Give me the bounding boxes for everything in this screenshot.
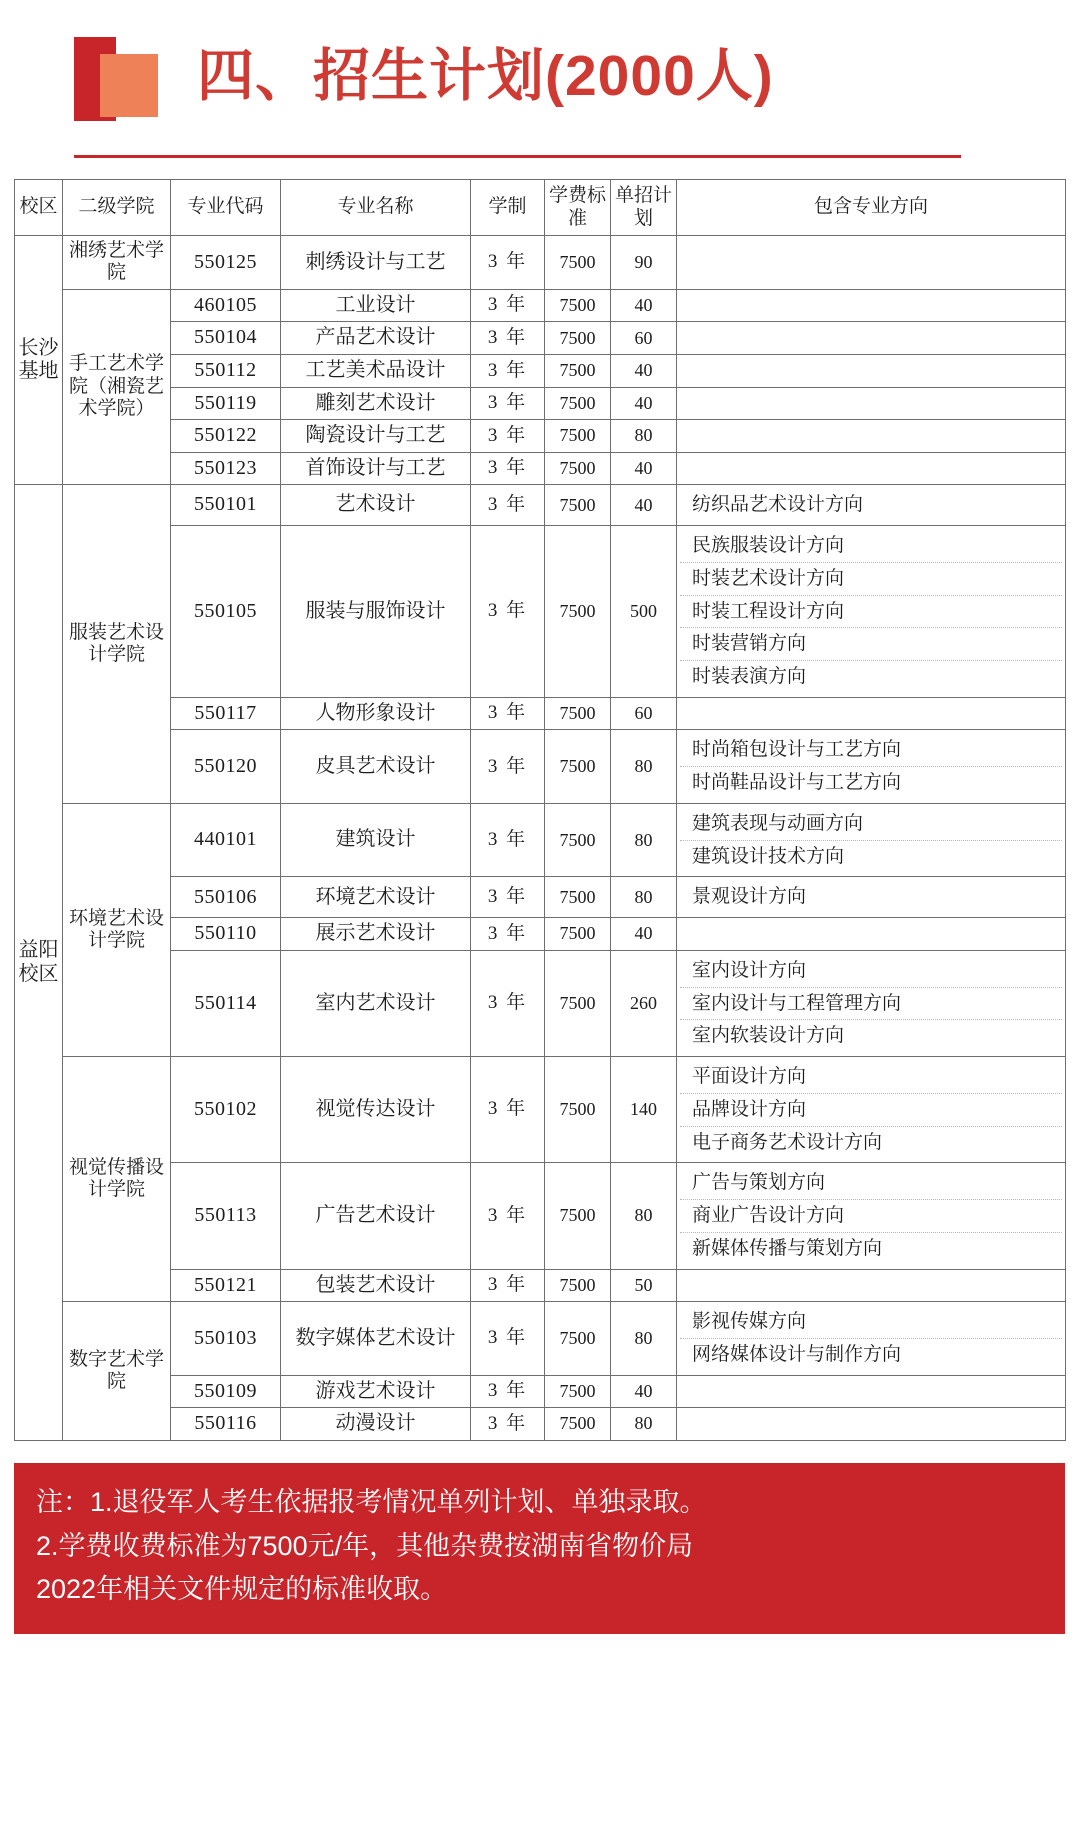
column-header-college: 二级学院 (63, 180, 171, 236)
direction-item: 纺织品艺术设计方向 (692, 494, 864, 516)
cell-major-name: 数字媒体艺术设计 (281, 1302, 471, 1376)
direction-empty (680, 1413, 1062, 1435)
direction-item: 影视传媒方向 (680, 1306, 1062, 1339)
cell-major-name: 视觉传达设计 (281, 1057, 471, 1163)
cell-major-code: 550109 (171, 1375, 281, 1408)
cell-quota: 80 (611, 803, 677, 877)
cell-study-years: 3 年 (471, 236, 545, 290)
table-row (15, 1375, 1066, 1408)
cell-study-years: 3 年 (471, 1057, 545, 1163)
cell-major-name: 刺绣设计与工艺 (281, 236, 471, 290)
cell-study-years: 3 年 (471, 697, 545, 730)
direction-empty (680, 703, 1062, 725)
cell-major-name: 游戏艺术设计 (281, 1375, 471, 1408)
cell-study-years: 3 年 (471, 452, 545, 485)
cell-directions (677, 730, 1066, 804)
cell-tuition-fee: 7500 (545, 730, 611, 804)
cell-tuition-fee: 7500 (545, 1375, 611, 1408)
cell-tuition-fee: 7500 (545, 355, 611, 388)
cell-major-code: 550123 (171, 452, 281, 485)
cell-tuition-fee: 7500 (545, 387, 611, 420)
cell-tuition-fee: 7500 (545, 1408, 611, 1441)
table-row (15, 730, 1066, 804)
cell-major-code: 550114 (171, 950, 281, 1056)
title-divider (74, 155, 961, 158)
direction-empty (680, 1274, 1062, 1296)
admission-plan-table (14, 179, 1066, 1441)
table-row (15, 355, 1066, 388)
direction-list (680, 881, 1062, 913)
cell-study-years: 3 年 (471, 877, 545, 918)
cell-major-name: 人物形象设计 (281, 697, 471, 730)
cell-major-name: 展示艺术设计 (281, 918, 471, 951)
direction-item: 时尚鞋品设计与工艺方向 (692, 772, 902, 794)
direction-item: 室内软装设计方向 (692, 1025, 845, 1047)
cell-quota: 80 (611, 1408, 677, 1441)
note-line-2: 2.学费收费标准为7500元/年，其他杂费按湖南省物价局 (36, 1530, 694, 1561)
direction-list (680, 489, 1062, 521)
cell-directions (677, 918, 1066, 951)
cell-major-code: 550105 (171, 526, 281, 698)
table-body (15, 236, 1066, 1441)
cell-quota: 80 (611, 1163, 677, 1269)
cell-quota: 40 (611, 355, 677, 388)
cell-quota: 40 (611, 387, 677, 420)
direction-item: 时装艺术设计方向 (680, 563, 1062, 596)
direction-item: 时装工程设计方向 (680, 596, 1062, 629)
cell-study-years: 3 年 (471, 355, 545, 388)
direction-empty (680, 327, 1062, 349)
direction-item: 平面设计方向 (680, 1061, 1062, 1094)
direction-empty (680, 251, 1062, 273)
direction-item: 新媒体传播与策划方向 (692, 1237, 883, 1259)
table-row (15, 1302, 1066, 1376)
direction-list (680, 1306, 1062, 1371)
direction-empty (680, 458, 1062, 480)
direction-list (680, 1061, 1062, 1158)
direction-list (680, 734, 1062, 799)
direction-item: 景观设计方向 (692, 886, 807, 908)
table-row (15, 918, 1066, 951)
cell-college: 服装艺术设计学院 (63, 485, 171, 804)
cell-directions (677, 1408, 1066, 1441)
cell-major-code: 550112 (171, 355, 281, 388)
cell-tuition-fee: 7500 (545, 322, 611, 355)
note-line-3: 2022年相关文件规定的标准收取。 (36, 1574, 448, 1605)
column-header-quota: 单招计划 (611, 180, 677, 236)
table-row (15, 322, 1066, 355)
cell-major-code: 550113 (171, 1163, 281, 1269)
direction-item: 商业广告设计方向 (680, 1200, 1062, 1233)
direction-empty (680, 1380, 1062, 1402)
column-header-fee: 学费标准 (545, 180, 611, 236)
cell-quota: 80 (611, 877, 677, 918)
cell-college: 湘绣艺术学院 (63, 236, 171, 290)
cell-study-years: 3 年 (471, 1408, 545, 1441)
page-header (0, 0, 1079, 140)
cell-major-name: 艺术设计 (281, 485, 471, 526)
cell-major-code: 550120 (171, 730, 281, 804)
cell-quota: 40 (611, 1375, 677, 1408)
cell-directions (677, 950, 1066, 1056)
direction-item: 建筑设计技术方向 (692, 845, 845, 867)
direction-empty (680, 295, 1062, 317)
cell-directions (677, 803, 1066, 877)
cell-quota: 80 (611, 1302, 677, 1376)
cell-tuition-fee: 7500 (545, 1057, 611, 1163)
table-row (15, 803, 1066, 877)
cell-major-name: 工业设计 (281, 289, 471, 322)
cell-study-years: 3 年 (471, 322, 545, 355)
cell-study-years: 3 年 (471, 1375, 545, 1408)
cell-directions (677, 355, 1066, 388)
cell-major-name: 雕刻艺术设计 (281, 387, 471, 420)
direction-item: 时尚箱包设计与工艺方向 (680, 734, 1062, 767)
cell-major-name: 室内艺术设计 (281, 950, 471, 1056)
cell-major-name: 工艺美术品设计 (281, 355, 471, 388)
cell-major-code: 550117 (171, 697, 281, 730)
cell-major-code: 550119 (171, 387, 281, 420)
cell-tuition-fee: 7500 (545, 236, 611, 290)
cell-tuition-fee: 7500 (545, 918, 611, 951)
table-header (15, 180, 1066, 236)
direction-list (680, 1167, 1062, 1264)
cell-study-years: 3 年 (471, 803, 545, 877)
table-row (15, 526, 1066, 698)
cell-study-years: 3 年 (471, 387, 545, 420)
direction-list (680, 530, 1062, 693)
cell-major-name: 包装艺术设计 (281, 1269, 471, 1302)
cell-major-code: 550116 (171, 1408, 281, 1441)
admission-plan-table-wrapper (14, 179, 1065, 1441)
direction-item: 电子商务艺术设计方向 (692, 1131, 883, 1153)
cell-tuition-fee: 7500 (545, 950, 611, 1056)
cell-directions (677, 452, 1066, 485)
cell-quota: 80 (611, 420, 677, 453)
table-row (15, 1269, 1066, 1302)
direction-empty (680, 425, 1062, 447)
footer-note (14, 1463, 1065, 1634)
table-header-row (15, 180, 1066, 236)
column-header-years: 学制 (471, 180, 545, 236)
cell-major-code: 550103 (171, 1302, 281, 1376)
cell-quota: 90 (611, 236, 677, 290)
cell-directions (677, 1302, 1066, 1376)
cell-quota: 500 (611, 526, 677, 698)
cell-major-name: 首饰设计与工艺 (281, 452, 471, 485)
column-header-directions: 包含专业方向 (677, 180, 1066, 236)
direction-list (680, 808, 1062, 873)
direction-item: 民族服装设计方向 (680, 530, 1062, 563)
cell-directions (677, 387, 1066, 420)
cell-major-code: 460105 (171, 289, 281, 322)
cell-major-code: 550102 (171, 1057, 281, 1163)
table-row (15, 1163, 1066, 1269)
cell-study-years: 3 年 (471, 485, 545, 526)
cell-directions (677, 697, 1066, 730)
cell-college: 手工艺术学院（湘瓷艺术学院） (63, 289, 171, 485)
cell-major-name: 产品艺术设计 (281, 322, 471, 355)
direction-item: 时装表演方向 (692, 666, 807, 688)
cell-directions (677, 420, 1066, 453)
cell-directions (677, 485, 1066, 526)
direction-item: 建筑表现与动画方向 (680, 808, 1062, 841)
table-row (15, 697, 1066, 730)
logo-orange-square-icon (100, 54, 158, 117)
table-row (15, 877, 1066, 918)
cell-study-years: 3 年 (471, 950, 545, 1056)
cell-tuition-fee: 7500 (545, 803, 611, 877)
table-row (15, 420, 1066, 453)
cell-major-name: 建筑设计 (281, 803, 471, 877)
cell-study-years: 3 年 (471, 1269, 545, 1302)
direction-item: 室内设计与工程管理方向 (680, 988, 1062, 1021)
cell-quota: 40 (611, 918, 677, 951)
cell-major-name: 动漫设计 (281, 1408, 471, 1441)
cell-major-code: 440101 (171, 803, 281, 877)
cell-quota: 60 (611, 697, 677, 730)
cell-tuition-fee: 7500 (545, 1163, 611, 1269)
table-row (15, 452, 1066, 485)
cell-tuition-fee: 7500 (545, 1269, 611, 1302)
cell-directions (677, 1269, 1066, 1302)
cell-major-code: 550106 (171, 877, 281, 918)
cell-tuition-fee: 7500 (545, 485, 611, 526)
table-row (15, 485, 1066, 526)
cell-quota: 40 (611, 452, 677, 485)
cell-major-code: 550122 (171, 420, 281, 453)
table-row (15, 950, 1066, 1056)
cell-campus: 益阳校区 (15, 485, 63, 1440)
cell-study-years: 3 年 (471, 1302, 545, 1376)
cell-quota: 140 (611, 1057, 677, 1163)
cell-directions (677, 877, 1066, 918)
cell-college: 数字艺术学院 (63, 1302, 171, 1441)
cell-quota: 50 (611, 1269, 677, 1302)
cell-study-years: 3 年 (471, 420, 545, 453)
direction-item: 时装营销方向 (680, 628, 1062, 661)
cell-study-years: 3 年 (471, 1163, 545, 1269)
cell-major-code: 550110 (171, 918, 281, 951)
cell-directions (677, 289, 1066, 322)
note-line-1: 注：1.退役军人考生依据报考情况单列计划、单独录取。 (36, 1486, 707, 1517)
column-header-name: 专业名称 (281, 180, 471, 236)
direction-empty (680, 392, 1062, 414)
cell-tuition-fee: 7500 (545, 526, 611, 698)
cell-major-code: 550104 (171, 322, 281, 355)
direction-item: 品牌设计方向 (680, 1094, 1062, 1127)
table-row (15, 387, 1066, 420)
column-header-code: 专业代码 (171, 180, 281, 236)
cell-tuition-fee: 7500 (545, 1302, 611, 1376)
cell-directions (677, 236, 1066, 290)
table-row (15, 1057, 1066, 1163)
cell-college: 视觉传播设计学院 (63, 1057, 171, 1302)
cell-directions (677, 1375, 1066, 1408)
cell-study-years: 3 年 (471, 526, 545, 698)
direction-item: 网络媒体设计与制作方向 (692, 1343, 902, 1365)
direction-item: 室内设计方向 (680, 955, 1062, 988)
cell-major-code: 550121 (171, 1269, 281, 1302)
page-title: 四、招生计划(2000人) (197, 44, 774, 108)
cell-quota: 80 (611, 730, 677, 804)
cell-campus: 长沙基地 (15, 236, 63, 485)
direction-list (680, 955, 1062, 1052)
cell-tuition-fee: 7500 (545, 289, 611, 322)
cell-study-years: 3 年 (471, 918, 545, 951)
cell-study-years: 3 年 (471, 289, 545, 322)
cell-study-years: 3 年 (471, 730, 545, 804)
cell-tuition-fee: 7500 (545, 452, 611, 485)
cell-quota: 260 (611, 950, 677, 1056)
cell-quota: 40 (611, 289, 677, 322)
direction-empty (680, 360, 1062, 382)
cell-major-name: 环境艺术设计 (281, 877, 471, 918)
cell-major-code: 550101 (171, 485, 281, 526)
cell-tuition-fee: 7500 (545, 420, 611, 453)
table-row (15, 289, 1066, 322)
cell-directions (677, 322, 1066, 355)
cell-quota: 60 (611, 322, 677, 355)
cell-major-name: 皮具艺术设计 (281, 730, 471, 804)
column-header-campus: 校区 (15, 180, 63, 236)
cell-tuition-fee: 7500 (545, 697, 611, 730)
cell-directions (677, 1163, 1066, 1269)
cell-major-name: 广告艺术设计 (281, 1163, 471, 1269)
direction-item: 广告与策划方向 (680, 1167, 1062, 1200)
direction-empty (680, 923, 1062, 945)
table-row (15, 1408, 1066, 1441)
cell-quota: 40 (611, 485, 677, 526)
cell-major-name: 陶瓷设计与工艺 (281, 420, 471, 453)
cell-directions (677, 526, 1066, 698)
cell-major-code: 550125 (171, 236, 281, 290)
cell-college: 环境艺术设计学院 (63, 803, 171, 1056)
cell-major-name: 服装与服饰设计 (281, 526, 471, 698)
cell-directions (677, 1057, 1066, 1163)
cell-tuition-fee: 7500 (545, 877, 611, 918)
table-row (15, 236, 1066, 290)
